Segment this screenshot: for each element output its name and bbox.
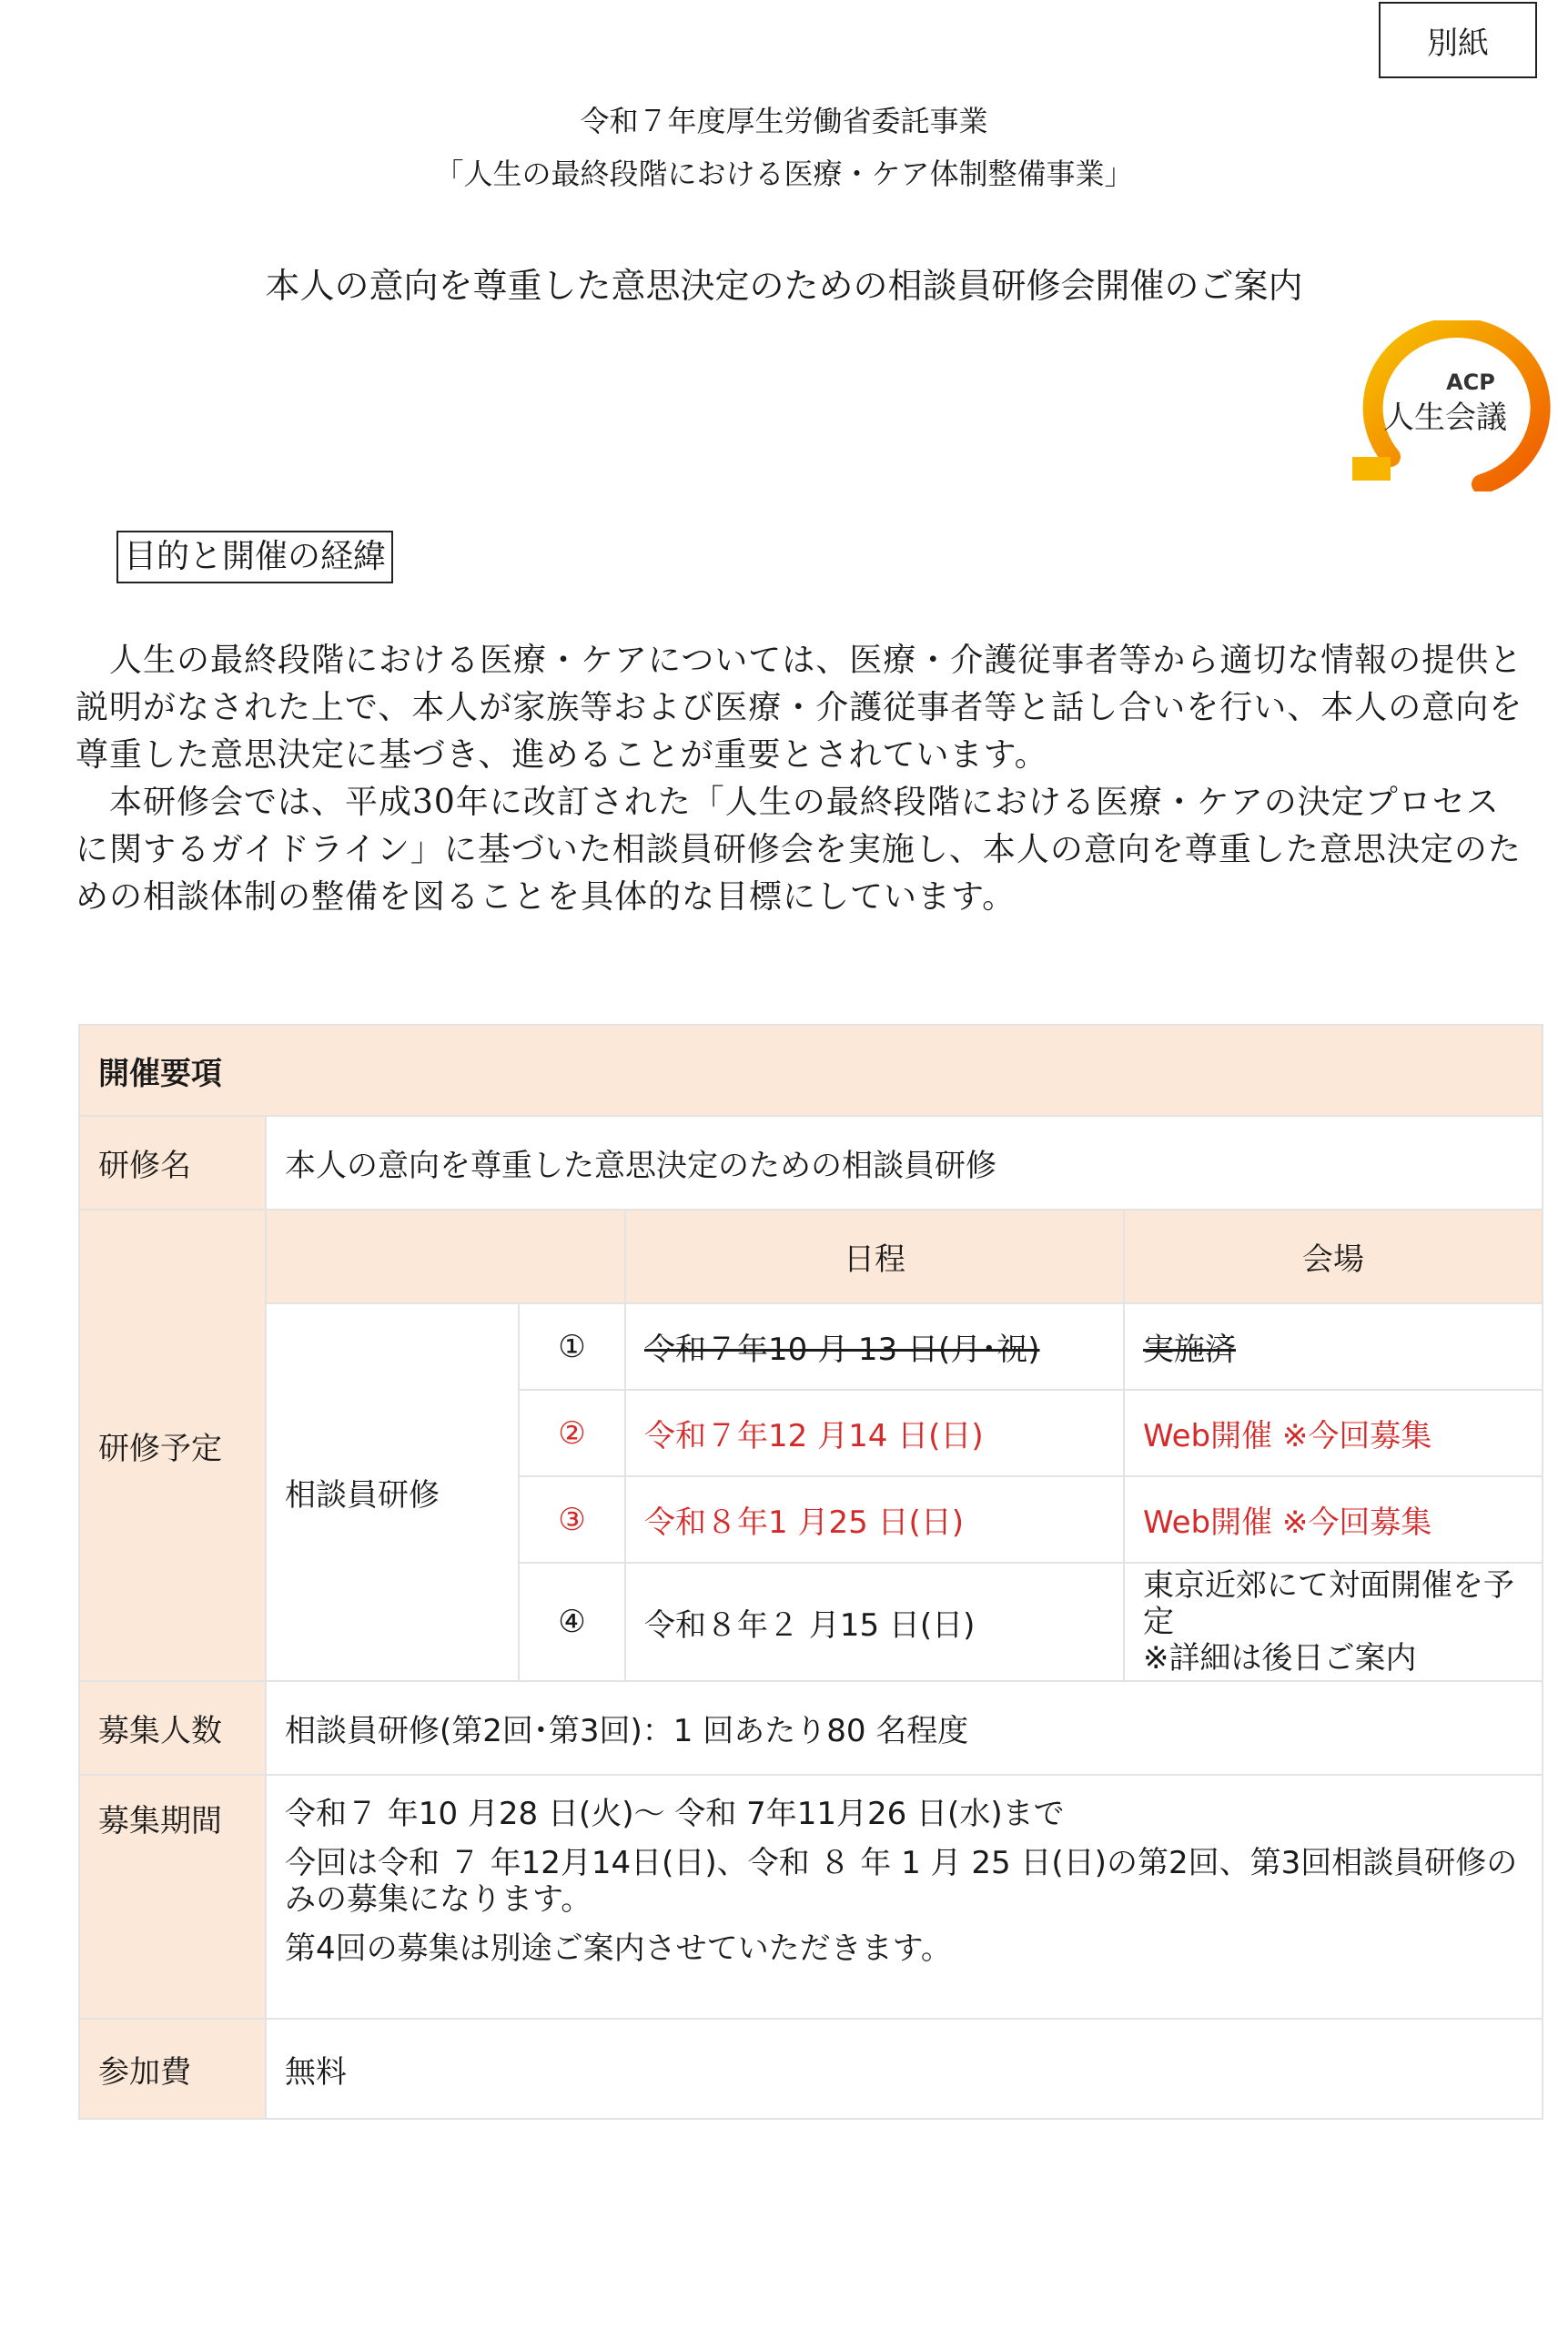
session-venue: Web開催 ※今回募集 [1124, 1476, 1543, 1563]
period-note-2: 第4回の募集は別途ご案内させていただきます。 [285, 1930, 952, 1967]
session-date: 令和８年1 月25 日(日) [625, 1476, 1124, 1563]
schedule-header-row [79, 1210, 1543, 1303]
session-number: ② [519, 1390, 625, 1476]
table-row [79, 2019, 1543, 2119]
table-row [79, 1116, 1543, 1210]
session-number: ③ [519, 1476, 625, 1563]
session-venue [1124, 1563, 1543, 1681]
session-venue: 実施済 [1143, 1332, 1236, 1368]
training-name-label: 研修名 [79, 1116, 266, 1210]
table-row [79, 1775, 1543, 2019]
training-name-value: 本人の意向を尊重した意思決定のための相談員研修 [266, 1116, 1543, 1210]
schedule-col-date: 日程 [625, 1210, 1124, 1303]
acp-logo [1336, 320, 1563, 491]
page-title: 本人の意向を尊重した意思決定のための相談員研修会開催のご案内 [265, 266, 1303, 306]
period-value [266, 1775, 1543, 2019]
intro-paragraph-2: 本研修会では、平成30年に改訂された「人生の最終段階における医療・ケアの決定プロセスに関するガイドライン」に基づいた相談員研修会を実施し、本人の意向を尊重した意思決定のための相談体制の整備を図ることを具体的な目標にしています。 [76, 784, 1522, 916]
period-note: 今回は令和 ７ 年12月14日(日)、令和 ８ 年 1 月 25 日(日)の第2回、第3回相談員研修のみの募集になります。 [285, 1845, 1518, 1918]
table-heading-row [79, 1025, 1543, 1116]
fee-value: 無料 [266, 2019, 1543, 2119]
table-row [79, 1681, 1543, 1775]
session-date: 令和７年12 月14 日(日) [625, 1390, 1124, 1476]
session-row [79, 1303, 1543, 1390]
session-venue-line: ※詳細は後日ご案内 [1143, 1640, 1417, 1677]
table-heading: 開催要項 [79, 1025, 1543, 1116]
project-name: 「人生の最終段階における医療・ケア体制整備事業」 [434, 157, 1134, 191]
session-date: 令和８年２ 月15 日(日) [625, 1563, 1124, 1681]
schedule-group: 相談員研修 [266, 1303, 519, 1681]
logo-small-text: ACP [1446, 370, 1495, 395]
section-heading: 目的と開催の経緯 [116, 531, 393, 583]
fee-label: 参加費 [79, 2019, 266, 2119]
session-venue-line: 東京近郊にて対面開催を予定 [1143, 1567, 1514, 1640]
commission-line: 令和７年度厚生労働省委託事業 [580, 104, 988, 138]
capacity-label: 募集人数 [79, 1681, 266, 1775]
attachment-label: 別紙 [1379, 2, 1537, 78]
session-number: ④ [519, 1563, 625, 1681]
period-dates: 令和７ 年10 月28 日(火)～ 令和 7年11月26 日(水)まで [285, 1796, 1065, 1832]
schedule-header-blank [266, 1210, 625, 1303]
event-details-table [78, 1024, 1543, 2120]
intro-paragraph-1: 人生の最終段階における医療・ケアについては、医療・介護従事者等から適切な情報の提供と説明がなされた上で、本人が家族等および医療・介護従事者等と話し合いを行い、本人の意向を尊重した意思決定に基づき、進めることが重要とされています。 [76, 642, 1523, 774]
schedule-col-venue: 会場 [1124, 1210, 1543, 1303]
session-number: ① [519, 1303, 625, 1390]
session-date: 令和７年10 月 13 日(月･祝) [644, 1332, 1040, 1368]
capacity-value: 相談員研修(第2回･第3回)：1 回あたり80 名程度 [266, 1681, 1543, 1775]
logo-main-text: 人生会議 [1383, 400, 1507, 436]
schedule-label: 研修予定 [79, 1210, 266, 1681]
period-label: 募集期間 [79, 1775, 266, 2019]
session-venue: Web開催 ※今回募集 [1124, 1390, 1543, 1476]
